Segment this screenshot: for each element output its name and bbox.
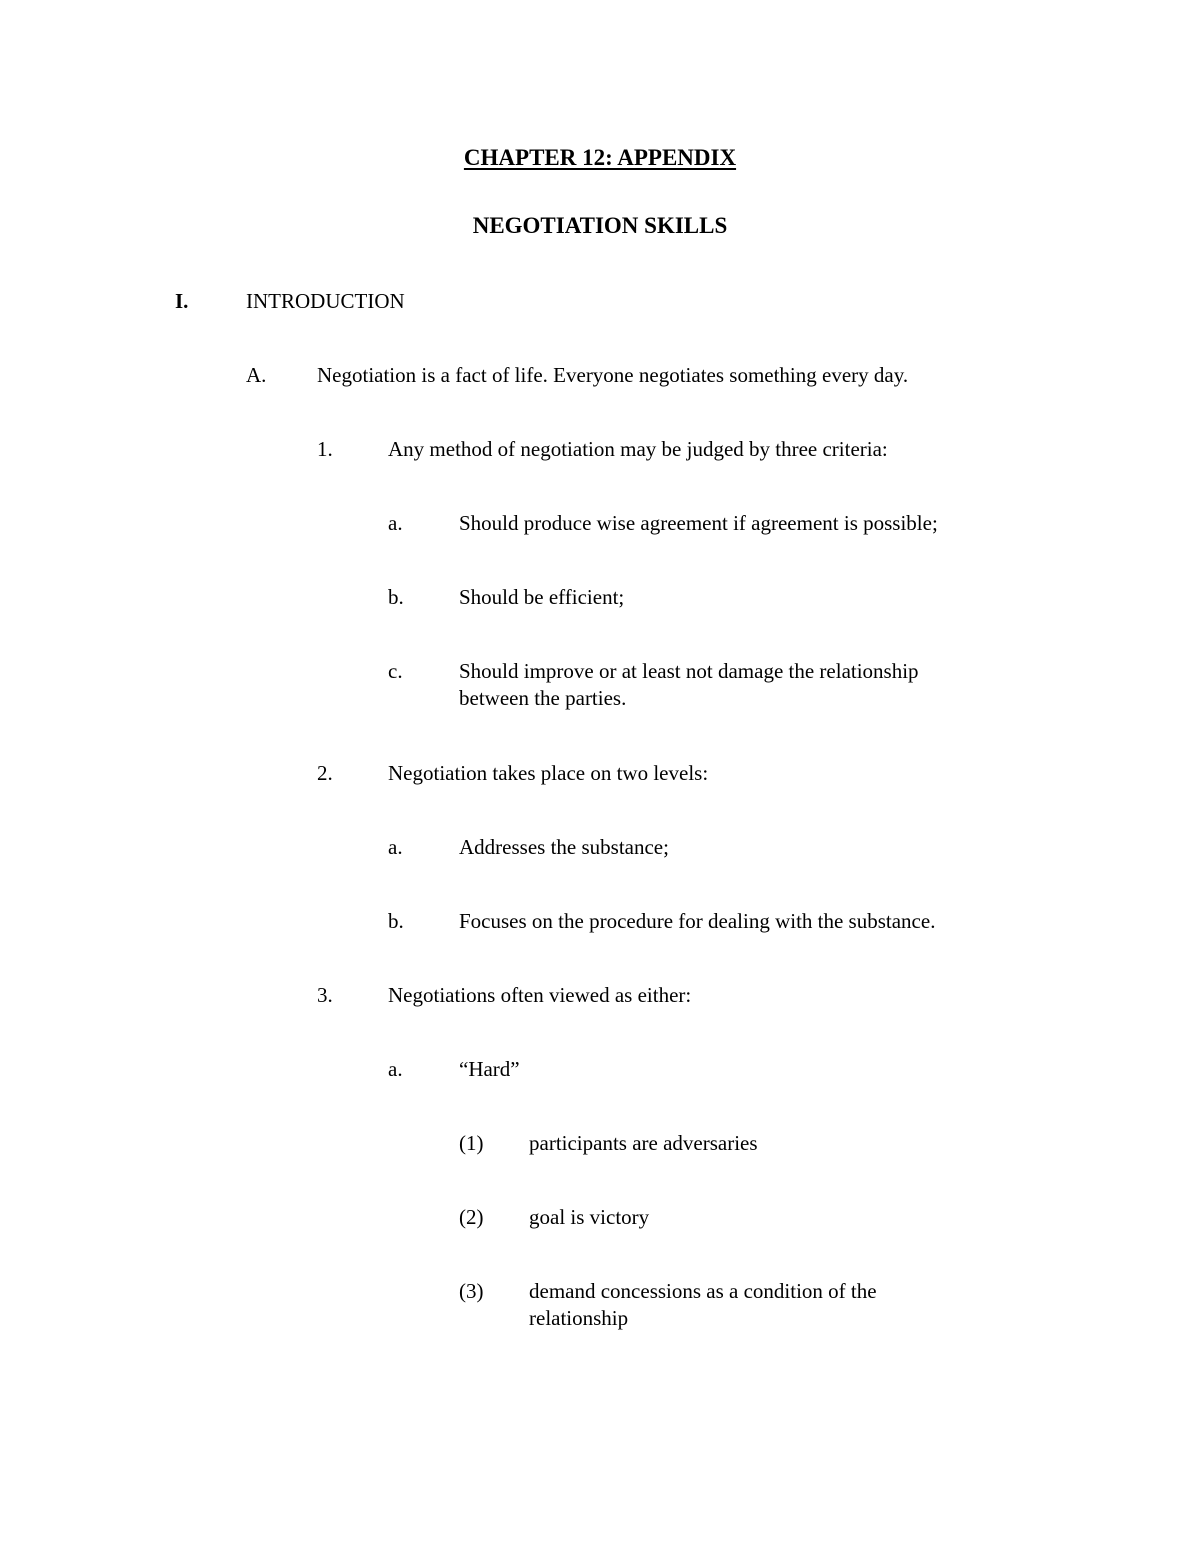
section-heading: INTRODUCTION bbox=[246, 289, 405, 313]
outline-marker: (2) bbox=[459, 1205, 484, 1229]
outline-text: Addresses the substance; bbox=[459, 835, 669, 859]
outline-marker: (1) bbox=[459, 1131, 484, 1155]
document-subtitle: NEGOTIATION SKILLS bbox=[472, 213, 728, 238]
outline-marker: a. bbox=[388, 1057, 403, 1081]
outline-text: “Hard” bbox=[459, 1057, 520, 1081]
outline-text: demand concessions as a condition of the relationship bbox=[529, 1279, 877, 1330]
outline-marker: c. bbox=[388, 659, 403, 683]
outline-text: Should improve or at least not damage the relationship between the parties. bbox=[459, 659, 919, 710]
outline-text: Any method of negotiation may be judged by three criteria: bbox=[388, 437, 888, 461]
outline-text: Focuses on the procedure for dealing with the substance. bbox=[459, 909, 936, 933]
outline-marker: b. bbox=[388, 909, 404, 933]
outline-marker: 3. bbox=[317, 983, 333, 1007]
outline-marker: 2. bbox=[317, 761, 333, 785]
outline-marker: a. bbox=[388, 511, 403, 535]
outline-marker: 1. bbox=[317, 437, 333, 461]
outline-marker: A. bbox=[246, 363, 267, 387]
outline-text: Should produce wise agreement if agreement is possible; bbox=[459, 511, 938, 535]
outline-text: goal is victory bbox=[529, 1205, 650, 1229]
outline-text: Negotiation takes place on two levels: bbox=[388, 761, 709, 785]
outline-text: Should be efficient; bbox=[459, 585, 625, 609]
outline-marker: (3) bbox=[459, 1279, 484, 1303]
outline-text: participants are adversaries bbox=[529, 1131, 758, 1155]
chapter-title: CHAPTER 12: APPENDIX bbox=[463, 145, 737, 170]
outline-marker: b. bbox=[388, 585, 404, 609]
outline-marker: I. bbox=[175, 289, 189, 313]
outline-text: Negotiation is a fact of life. Everyone negotiates something every day. bbox=[317, 363, 909, 387]
outline-text: Negotiations often viewed as either: bbox=[388, 983, 692, 1007]
outline-marker: a. bbox=[388, 835, 403, 859]
